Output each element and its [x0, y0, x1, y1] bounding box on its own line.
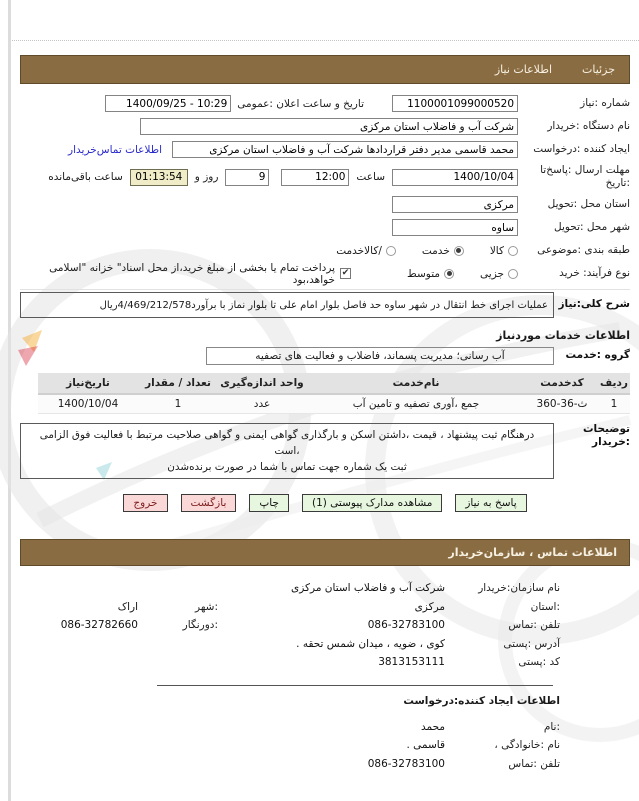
contact-city-label: :شهر [195, 600, 218, 613]
contact-province-label: :استان [530, 600, 560, 613]
buyer-contact-link[interactable]: اطلاعات تماس‌خریدار [68, 143, 162, 156]
col-service-code: کدخدمت [526, 373, 598, 394]
buyer-notes-label-line2: :خریدار [592, 436, 630, 449]
last-name-value: قاسمی . [406, 739, 445, 752]
contact-fax-value: 086-32782660 [60, 619, 138, 632]
creator-section-title: اطلاعات ایجاد کننده:درخواست [403, 695, 560, 708]
row-delivery-city [20, 216, 630, 239]
deadline-days-label: روز و [194, 171, 219, 183]
cell-service-code: ث-36-360 [526, 394, 598, 413]
response-deadline-label-line1: مهلت ارسال :پاسخ‌تا [540, 163, 630, 176]
process-type-label: نوع فرآیند: خرید [559, 266, 630, 279]
delivery-province-field[interactable]: مرکزی [392, 196, 518, 213]
radio-minor-icon[interactable] [508, 269, 518, 279]
tab-details[interactable]: جزئیات [582, 63, 615, 76]
cell-unit: عدد [218, 394, 306, 413]
print-button[interactable]: چاپ [249, 494, 289, 512]
col-unit: واحد اندازه‌گیری [218, 373, 306, 394]
creator-phone-value: 086-32783100 [367, 757, 445, 770]
buyer-notes-line1: درهنگام ثبت پیشنهاد ، قیمت ،داشتن اسکن و بارگذاری گواهی ایمنی و گواهی صلاحیت مرتبط با فعالیت فوق الزامی ،است [39, 428, 535, 457]
general-description-label: شرح کلی:نیاز [558, 298, 630, 311]
request-creator-label: ایجاد کننده :درخواست [533, 142, 630, 155]
delivery-city-field[interactable]: ساوه [392, 219, 518, 236]
respond-to-need-button[interactable]: پاسخ به نیاز [455, 494, 526, 512]
col-quantity: تعداد / مقدار [138, 373, 218, 394]
table-row [38, 394, 630, 413]
first-name-value: محمد [421, 720, 445, 733]
treasury-checkbox-label: پرداخت تمام یا بخشی از مبلغ خرید،از محل اسناد" خزانه "اسلامی خواهد،بود [49, 261, 336, 286]
response-deadline-label-line2: :تاریخ [605, 177, 630, 189]
process-minor-label: جزیی [480, 267, 504, 280]
treasury-checkbox-icon[interactable] [340, 268, 351, 279]
row-first-name [20, 717, 560, 736]
buyer-notes-label [554, 423, 630, 450]
col-need-date: تاریخ‌نیاز [38, 373, 138, 394]
deadline-days-field[interactable]: 9 [225, 169, 269, 186]
remaining-time-label: ساعت باقی‌مانده [48, 171, 123, 183]
buyer-notes-label-line1: توضیحات [582, 422, 630, 435]
announce-datetime-label: تاریخ و ساعت اعلان :عمومی [237, 97, 364, 110]
cell-row-number: 1 [598, 394, 630, 413]
request-creator-field[interactable]: محمد قاسمی مدیر دفتر قراردادها شرکت آب و فاضلاب استان مرکزی [172, 141, 518, 158]
row-creator-phone [20, 754, 560, 773]
creator-section [20, 713, 630, 773]
subject-category-label: طبقه بندی :موضوعی [537, 243, 630, 256]
services-table-header [38, 373, 630, 394]
category-option-service [422, 245, 464, 257]
contact-section-header: اطلاعات تماس ، سازمان‌خریدار [20, 539, 630, 566]
response-deadline-label [518, 164, 630, 190]
page-header-bar [20, 55, 630, 84]
category-goods-service-label: /کالاخدمت [336, 244, 382, 257]
row-phone-fax [20, 616, 560, 635]
radio-service-icon[interactable] [454, 246, 464, 256]
radio-medium-icon[interactable] [444, 269, 454, 279]
address-value: کوی ، ضویه ، میدان شمس تحقه . [296, 637, 445, 650]
first-name-label: :نام [543, 720, 560, 733]
buyer-notes-line2: ثبت یک شماره جهت تماس با شما در صورت برنده‌شدن [167, 460, 407, 473]
delivery-province-label: استان محل :تحویل [547, 197, 630, 210]
exit-button[interactable]: خروج [123, 494, 167, 512]
deadline-hour-label: ساعت [356, 171, 385, 183]
category-goods-label: کالا [489, 244, 504, 257]
process-option-minor [480, 268, 518, 280]
row-buyer-notes [20, 423, 630, 479]
top-divider-line [12, 40, 639, 41]
delivery-city-label: شهر محل :تحویل [554, 220, 630, 233]
category-option-goods [490, 245, 518, 257]
row-need-number [20, 92, 630, 115]
buyer-org-field[interactable]: شرکت آب و فاضلاب استان مرکزی [140, 118, 518, 135]
need-number-label: شماره :نیاز [580, 96, 630, 109]
general-description-field[interactable]: عملیات اجرای خط انتقال در شهر ساوه حد فاصل بلوار امام علی تا بلوار نماز با برآورد4/469/212/578ریال [20, 292, 554, 318]
org-name-label: نام سازمان:خریدار [478, 582, 560, 595]
contact-phone-value: 086-32783100 [367, 619, 445, 632]
tab-need-info[interactable]: اطلاعات نیاز [494, 63, 553, 76]
process-option-medium [407, 268, 454, 280]
cell-quantity: 1 [138, 394, 218, 413]
org-name-value: شرکت آب و فاضلاب استان مرکزی [291, 582, 445, 595]
need-details-form [20, 92, 630, 773]
row-delivery-province [20, 193, 630, 216]
announce-datetime-field[interactable]: 1400/09/25 - 10:29 [105, 95, 231, 112]
back-button[interactable]: بازگشت [181, 494, 237, 512]
treasury-payment-option [20, 262, 351, 286]
action-buttons [20, 494, 630, 512]
contact-city-value: اراک [117, 600, 138, 613]
services-section-title: اطلاعات خدمات موردنیاز [496, 329, 630, 342]
contact-divider-line [157, 685, 553, 686]
buyer-notes-field[interactable] [20, 423, 554, 479]
row-last-name [20, 736, 560, 755]
contact-fax-label: :دورنگار [182, 619, 218, 632]
address-label: آدرس :پستی [503, 637, 560, 650]
row-response-deadline [20, 161, 630, 193]
postal-code-label: کد :پستی [518, 656, 560, 669]
view-attachments-button[interactable]: مشاهده مدارک پیوستی (1) [302, 494, 442, 512]
row-address [20, 634, 560, 653]
contact-section [20, 566, 630, 672]
row-process-type [20, 262, 630, 285]
last-name-label: نام :خانوادگی ، [494, 739, 560, 752]
creator-phone-label: تلفن :تماس [508, 757, 560, 770]
row-postal-code [20, 653, 560, 672]
cell-service-name: جمع ،آوری تصفیه و تامین آب [306, 394, 526, 413]
table-header-row [38, 373, 630, 394]
row-general-description [20, 292, 630, 318]
page-left-border [8, 0, 11, 801]
radio-goods-icon[interactable] [508, 246, 518, 256]
row-service-group [20, 347, 630, 365]
process-medium-label: متوسط [407, 267, 441, 280]
contact-phone-label: تلفن :تماس [508, 619, 560, 632]
radio-goods-service-icon[interactable] [386, 246, 396, 256]
category-option-goods-service [336, 245, 396, 257]
service-group-label: گروه :خدمت [565, 349, 630, 362]
need-number-field[interactable]: 1100001099000520 [392, 95, 518, 112]
col-service-name: نام‌خدمت [306, 373, 526, 394]
col-row-number: ردیف [598, 373, 630, 394]
row-buyer-org [20, 115, 630, 138]
section-divider [20, 289, 630, 290]
contact-province-value: مرکزی [414, 600, 445, 613]
category-service-label: خدمت [421, 244, 450, 257]
row-province-city [20, 597, 560, 616]
deadline-hour-field[interactable]: 12:00 [281, 169, 349, 186]
row-org-name [20, 579, 560, 598]
cell-need-date: 1400/10/04 [38, 394, 138, 413]
remaining-time-field: 01:13:54 [130, 169, 188, 186]
postal-code-value: 3813153111 [378, 656, 445, 669]
row-request-creator [20, 138, 630, 161]
deadline-date-field[interactable]: 1400/10/04 [392, 169, 518, 186]
service-group-field[interactable]: آب رسانی؛ مدیریت پسماند، فاضلاب و فعالیت های تصفیه [206, 347, 554, 365]
row-subject-category [20, 239, 630, 262]
buyer-org-label: نام دستگاه :خریدار [547, 119, 630, 132]
services-table [38, 373, 630, 414]
